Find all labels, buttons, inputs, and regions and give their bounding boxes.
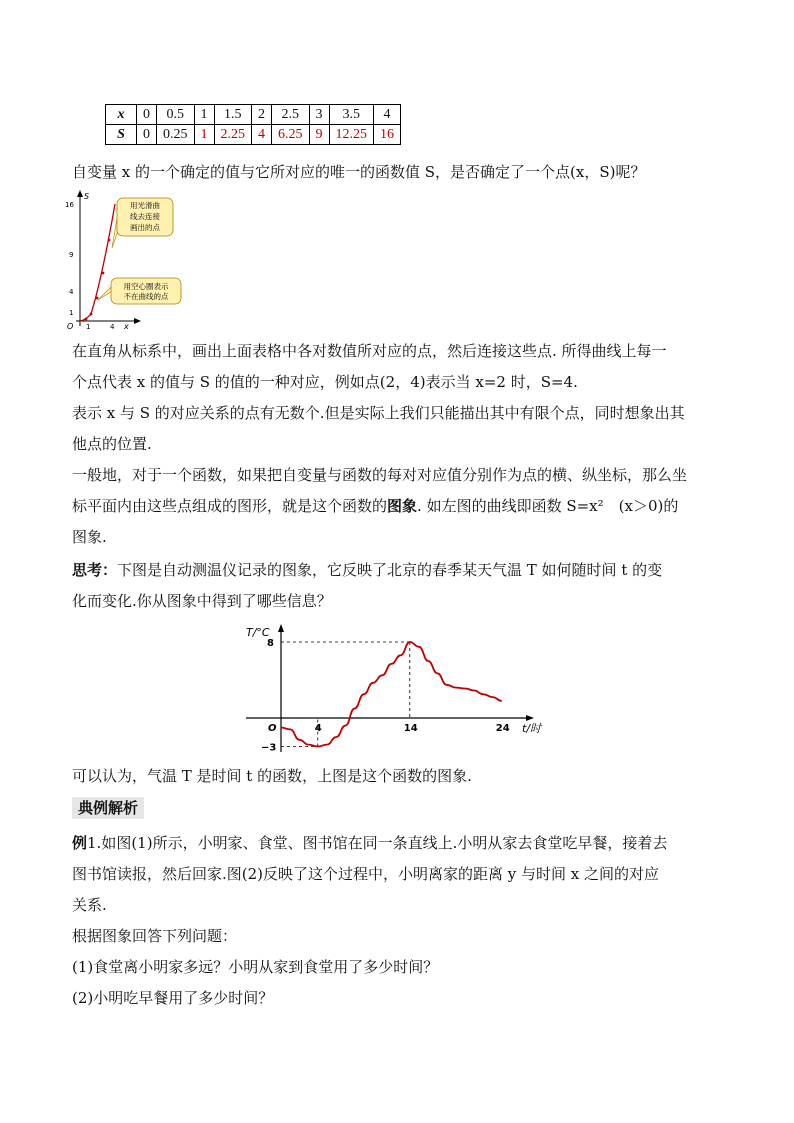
paragraph-line: 图象.: [72, 528, 107, 546]
data-point: [102, 272, 105, 275]
callout-text: 不在曲线的点: [123, 292, 169, 301]
example-label: 例: [72, 834, 88, 852]
y-axis-label: S: [84, 192, 90, 201]
x-axis-label: x: [124, 322, 129, 331]
t-axis-arrow: [526, 715, 534, 721]
y-tick-label: 9: [69, 251, 74, 259]
paragraph-line: 根据图象回答下列问题：: [72, 927, 238, 945]
y-tick-label: 1: [69, 309, 74, 317]
x-cell: 3: [309, 105, 329, 125]
y-tick-label: 16: [65, 201, 74, 209]
think-line: [72, 560, 732, 580]
x-cell: 4: [374, 105, 401, 125]
s-cell: 9: [309, 125, 329, 145]
parabola-chart: [62, 188, 202, 333]
temp-axis-label: T/°C: [246, 626, 270, 639]
text-span: 1.如图(1)所示，小明家、食堂、图书馆在同一条直线上.小明从家去食堂吃早餐，接着去: [87, 834, 668, 852]
paragraph-line: 他点的位置.: [72, 435, 152, 453]
table-row-s: [106, 125, 401, 145]
t-axis-label: t/时: [522, 722, 542, 735]
s-cell: 0.25: [157, 125, 195, 145]
s-cell: 16: [374, 125, 401, 145]
question-item: (1)食堂离小明家多远？小明从家到食堂用了多少时间？: [72, 958, 439, 976]
x-cell: 3.5: [329, 105, 374, 125]
text-span: 下图是自动测温仪记录的图象，它反映了北京的春季某天气温 T 如何随时间 t 的变: [117, 561, 663, 579]
callout-text: 画出的点: [130, 223, 160, 232]
callout-text: 用空心圈表示: [123, 282, 169, 291]
x-cell: 1: [194, 105, 214, 125]
origin-label: O: [268, 723, 277, 734]
data-point: [108, 239, 111, 242]
paragraph-line: 个点代表 x 的值与 S 的值的一种对应，例如点(2，4)表示当 x=2 时，S=4.: [72, 373, 578, 391]
callout-text: 用光滑曲: [130, 201, 160, 210]
x-cell: 0.5: [157, 105, 195, 125]
parabola-curve: [80, 204, 115, 321]
text-span: . 如左图的曲线即函数 S=x² (x＞0)的: [417, 497, 679, 515]
text-span: 标平面内由这些点组成的图形，就是这个函数的: [72, 497, 388, 515]
paragraph-line: 可以认为，气温 T 是时间 t 的函数，上图是这个函数的图象.: [72, 767, 472, 785]
data-point: [96, 297, 99, 300]
paragraph-line: 关系.: [72, 896, 107, 914]
data-point: [85, 318, 88, 321]
x-tick-label: 4: [110, 323, 115, 331]
s-cell: 6.25: [272, 125, 310, 145]
y-axis-arrow: [77, 190, 83, 197]
think-label: 思考：: [72, 561, 118, 579]
paragraph-line: 化而变化.你从图象中得到了哪些信息？: [72, 592, 332, 610]
question-item: (2)小明吃早餐用了多少时间？: [72, 989, 274, 1007]
paragraph-line: 一般地，对于一个函数，如果把自变量与函数的每对对应值分别作为点的横、纵坐标，那么坐: [72, 466, 688, 484]
term-image: 图象: [387, 497, 418, 515]
y-tick-label: −3: [261, 742, 277, 754]
x-cell: 2: [252, 105, 272, 125]
s-cell: 0: [137, 125, 157, 145]
data-point: [90, 313, 93, 316]
x-tick-label: 14: [403, 723, 418, 734]
x-tick-label: 24: [495, 723, 510, 734]
paragraph-line: 在直角从标系中，画出上面表格中各对数值所对应的点，然后连接这些点. 所得曲线上每一: [72, 342, 667, 360]
callout-text: 线去连接: [130, 212, 160, 221]
question-point: 自变量 x 的一个确定的值与它所对应的唯一的函数值 S，是否确定了一个点(x，S)呢？: [72, 163, 646, 181]
s-header: S: [106, 125, 137, 145]
value-table: [105, 104, 401, 145]
temp-axis-arrow: [278, 624, 284, 632]
s-cell: 4: [252, 125, 272, 145]
s-cell: 2.25: [214, 125, 252, 145]
x-tick-label: 1: [86, 323, 91, 331]
example-line: [72, 833, 732, 853]
table-row-x: [106, 105, 401, 125]
paragraph-line: [72, 496, 732, 516]
paragraph-line: 表示 x 与 S 的对应关系的点有无数个.但是实际上我们只能描出其中有限个点，同时想象出其: [72, 404, 685, 422]
temperature-chart: [238, 618, 558, 758]
y-tick-label: 8: [267, 638, 274, 649]
s-cell: 1: [194, 125, 214, 145]
x-cell: 2.5: [272, 105, 310, 125]
y-tick-label: 4: [69, 288, 74, 296]
origin-label: O: [67, 322, 74, 331]
s-cell: 12.25: [329, 125, 374, 145]
paragraph-line: 图书馆读报，然后回家.图(2)反映了这个过程中，小明离家的距离 y 与时间 x 之间的对应: [72, 865, 660, 883]
x-cell: 1.5: [214, 105, 252, 125]
x-cell: 0: [137, 105, 157, 125]
x-tick-label: 4: [314, 723, 322, 734]
x-header: x: [106, 105, 137, 125]
section-label: 典例解析: [72, 797, 144, 819]
x-axis-arrow: [134, 318, 141, 324]
